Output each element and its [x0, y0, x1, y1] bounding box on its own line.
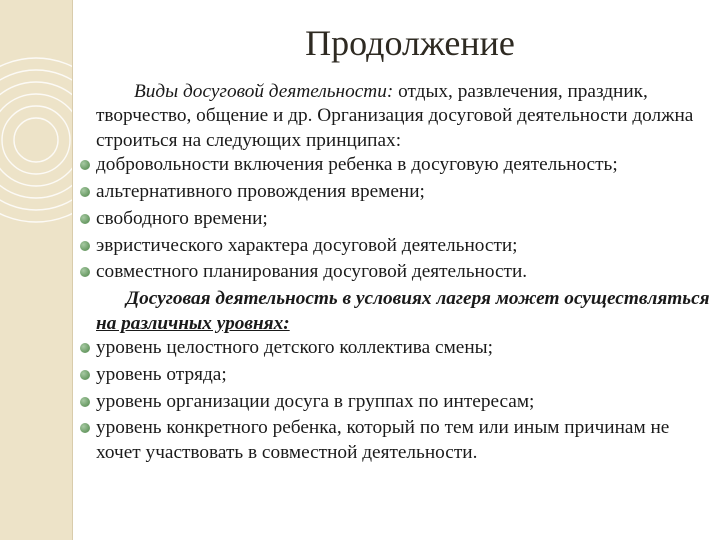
- intro-lead: [134, 81, 393, 102]
- slide-title: Продолжение: [305, 23, 515, 63]
- level-text: уровень целостного детского коллектива смены;: [96, 337, 493, 359]
- bullet-dot-icon: [80, 160, 90, 170]
- levels-underlined-text: на различных уровнях:: [96, 312, 290, 334]
- list-item: [80, 390, 712, 414]
- bullet-dot-icon: [80, 267, 90, 277]
- bullet-dot-icon: [80, 423, 90, 433]
- list-item: [80, 336, 712, 360]
- bullet-dot-icon: [80, 397, 90, 407]
- principle-text: совместного планирования досуговой деятельности.: [96, 261, 528, 283]
- list-item: [80, 180, 712, 204]
- intro-rest-text: отдых, развлечения, праздник, творчество, общение и др. Организация досуговой деятельности должна строиться на следующих принципах:: [96, 81, 694, 151]
- list-item: [80, 153, 712, 177]
- level-text: уровень конкретного ребенка, который по тем или иным причинам не хочет участвовать в совместной деятельности.: [96, 417, 670, 463]
- bullet-dot-icon: [80, 370, 90, 380]
- principle-text: альтернативного провождения времени;: [96, 181, 425, 203]
- bullet-dot-icon: [80, 241, 90, 251]
- levels-list: [80, 336, 712, 465]
- bullet-dot-icon: [80, 343, 90, 353]
- side-band-divider: [72, 0, 73, 540]
- principle-text: добровольности включения ребенка в досуговую деятельность;: [96, 154, 618, 176]
- principles-list: [80, 153, 712, 285]
- intro-paragraph: [80, 80, 712, 153]
- principle-text: свободного времени;: [96, 207, 268, 229]
- principle-text: эвристического характера досуговой деятельности;: [96, 234, 518, 256]
- levels-lead-text: Досуговая деятельность в условиях лагеря может осуществляться: [126, 288, 710, 310]
- bullet-dot-icon: [80, 214, 90, 224]
- level-text: уровень организации досуга в группах по интересам;: [96, 390, 535, 412]
- list-item: [80, 234, 712, 258]
- list-item: [80, 207, 712, 231]
- list-item: [80, 363, 712, 387]
- level-text: уровень отряда;: [96, 363, 227, 385]
- slide-content: [80, 80, 712, 468]
- intro-lead-text: Виды досуговой деятельности:: [134, 81, 394, 102]
- bullet-dot-icon: [80, 187, 90, 197]
- list-item: [80, 416, 712, 465]
- levels-intro-paragraph: [80, 287, 712, 336]
- list-item: [80, 260, 712, 284]
